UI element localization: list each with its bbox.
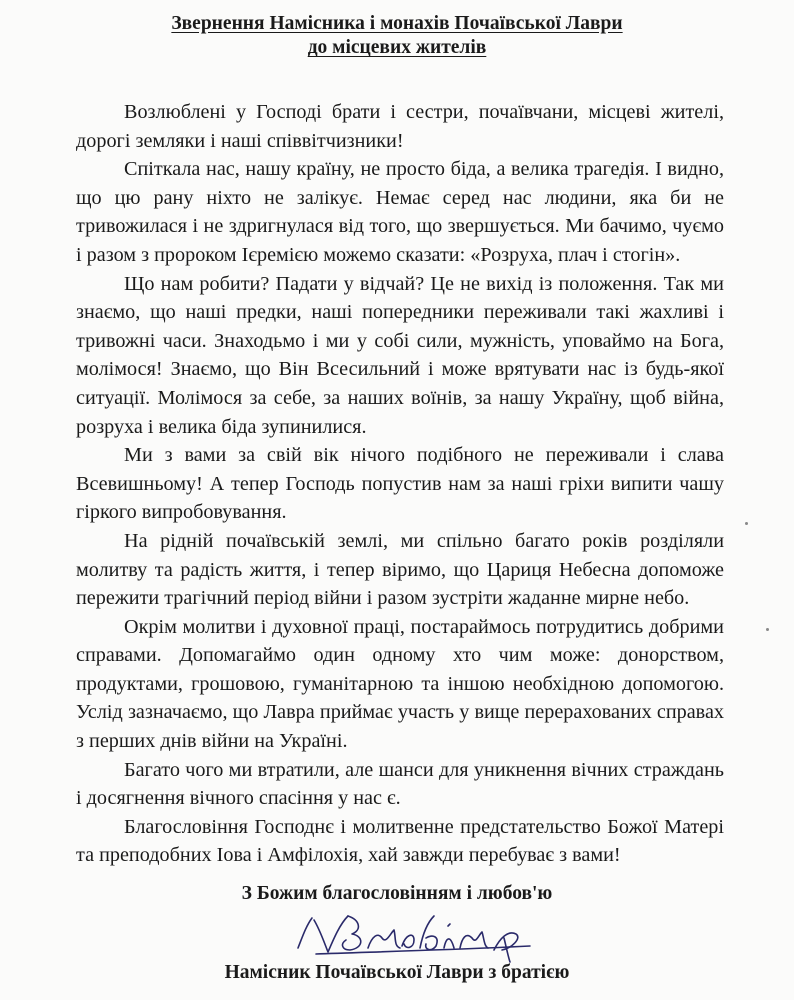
title-line-1: Звернення Намісника і монахів Почаївської Лаври [171, 13, 623, 34]
signatory-line: Намісник Почаївської Лаври з братією [224, 962, 570, 983]
paragraph: Окрім молитви і духовної праці, постараймось потрудитись добрими справами. Допомагаймо один одному хто чим може: донорством, продуктами, грошовою, гуманітарною та іншою необхідною допомогою. Услід зазначаємо, що Лавра приймає участь у вище перерахованих справах з перших днів війни на Україні. [76, 615, 724, 753]
scan-speck [745, 522, 748, 525]
document-body [76, 98, 724, 870]
title-line-2: до місцевих жителів [307, 37, 487, 58]
handwritten-signature [290, 908, 540, 963]
paragraph: Возлюблені у Господі брати і сестри, почаївчани, місцеві жителі, дорогі земляки і наші співвітчизники! [76, 101, 724, 152]
paragraph: Що нам робити? Падати у відчай? Це не вихід із положення. Так ми знаємо, що наші предки, наші попередники переживали такі жахливі і тривожні часи. Знаходьмо і ми у собі сили, мужність, уповаймо на Бога, молімося! Знаємо, що Він Всесильний і може врятувати нас із будь-якої ситуації. Молімося за себе, за наших воїнів, за нашу Україну, щоб війна, розруха і велика біда зупинилися. [76, 272, 724, 438]
paragraph: Благословіння Господнє і молитвенне предстательство Божої Матері та преподобних Іова і Амфілохія, хай завжди перебуває з вами! [76, 815, 724, 867]
paragraph: На рідній почаївській землі, ми спільно багато років розділяли молитву та радість життя, і тепер віримо, що Цариця Небесна допоможе пережити трагічний період війни і разом зустріти жаданне мирне небо. [76, 529, 724, 610]
scan-speck [766, 628, 769, 631]
paragraph: Спіткала нас, нашу країну, не просто біда, а велика трагедія. І видно, що цю рану ніхто не залікує. Немає серед нас людини, яка би не тривожилася і не здригнулася від того, що звершується. Ми бачимо, чуємо і разом з пророком Ієремією можемо сказати: «Розруха, плач і стогін». [76, 158, 724, 266]
paragraph: Багато чого ми втратили, але шанси для уникнення вічних страждань і досягнення вічного спасіння у нас є. [76, 758, 724, 810]
paragraph: Ми з вами за свій вік нічого подібного не переживали і слава Всевишньому! А тепер Господь попустив нам за наші гріхи випити чашу гіркого випробовування. [76, 444, 724, 524]
document-title [0, 12, 794, 60]
closing-line: З Божим благословінням і любов'ю [241, 883, 553, 904]
